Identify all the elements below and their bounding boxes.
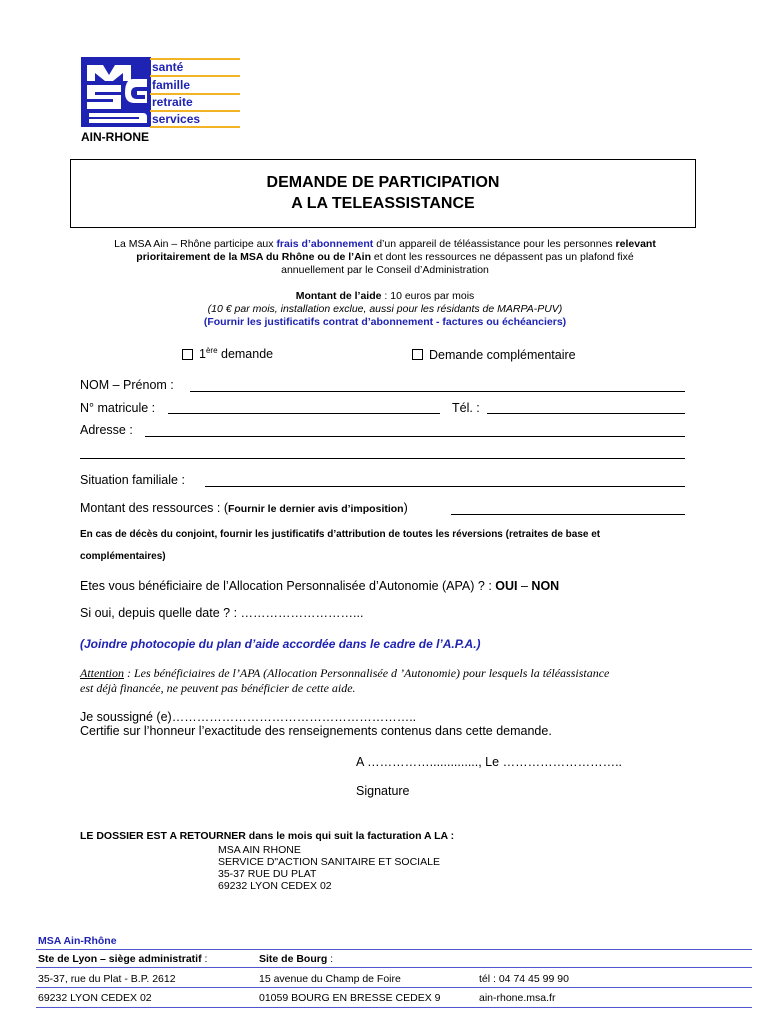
- retour-heading: LE DOSSIER EST A RETOURNER dans le mois qui suit la facturation A LA :: [80, 830, 455, 842]
- apa-question: Etes vous bénéficiaire de l’Allocation Personnalisée d’Autonomie (APA) ? : OUI – NON: [80, 579, 560, 593]
- apa-date: Si oui, depuis quelle date ? : ………………………...: [80, 606, 364, 620]
- ressources-field[interactable]: [451, 514, 685, 515]
- soussigne-line: Je soussigné (e)…………………………………………………..: [80, 710, 417, 724]
- apa-oui: OUI: [495, 579, 518, 593]
- matricule-label: N° matricule :: [80, 401, 156, 415]
- situation-field[interactable]: [205, 486, 685, 487]
- aid-amount: Montant de l’aide : 10 euros par mois: [295, 290, 475, 302]
- footer-phone: tél : 04 74 45 99 90: [479, 973, 569, 985]
- retour-address: MSA AIN RHONE SERVICE D"ACTION SANITAIRE ET SOCIALE 35-37 RUE DU PLAT 69232 LYON CEDEX 02: [218, 844, 440, 892]
- intro-line-3: annuellement par le Conseil d’Administration: [281, 264, 489, 276]
- signature-label: Signature: [356, 784, 410, 798]
- msa-logo-mark: [81, 57, 151, 127]
- title-line-2: A LA TELEASSISTANCE: [291, 195, 475, 212]
- lieu-date-line: A …………….............., Le ………………………..: [356, 755, 623, 769]
- nom-label: NOM – Prénom :: [80, 378, 174, 392]
- nom-field[interactable]: [190, 391, 685, 392]
- title-line-1: DEMANDE DE PARTICIPATION: [266, 174, 500, 191]
- footer-website-link[interactable]: ain-rhone.msa.fr: [479, 992, 556, 1004]
- certifie-line: Certifie sur l’honneur l’exactitude des renseignements contenus dans cette demande.: [80, 724, 552, 738]
- ressources-label: Montant des ressources : (Fournir le dernier avis d’imposition): [80, 501, 408, 515]
- apa-non: NON: [531, 579, 560, 593]
- intro-paragraph: [70, 238, 700, 277]
- footer-org: MSA Ain-Rhône: [38, 935, 117, 947]
- footer-lyon-address-2: 69232 LYON CEDEX 02: [38, 992, 152, 1004]
- footer-divider: [36, 967, 752, 968]
- first-request-label: 1ère demande: [199, 346, 274, 362]
- footer-lyon-address-1: 35-37, rue du Plat - B.P. 2612: [38, 973, 176, 985]
- logo-tag-services: services: [152, 112, 201, 126]
- aid-note: (10 € par mois, installation exclue, aussi pour les résidants de MARPA-PUV): [207, 303, 563, 315]
- logo-tag-famille: famille: [152, 78, 191, 92]
- situation-label: Situation familiale :: [80, 473, 185, 487]
- footer-bourg-address-1: 15 avenue du Champ de Foire: [259, 973, 401, 985]
- logo-tag-retraite: retraite: [152, 95, 193, 109]
- aid-docs: (Fournir les justificatifs contrat d’abonnement - factures ou échéanciers): [203, 316, 567, 328]
- logo-bar: [150, 75, 240, 77]
- intro-line-2: prioritairement de la MSA du Rhône ou de l’Ain et dont les ressources ne dépassent pas un plafond fixé: [136, 251, 634, 263]
- title-box: [70, 159, 696, 228]
- complementary-request-checkbox[interactable]: [412, 349, 423, 360]
- tel-field[interactable]: [487, 413, 685, 414]
- logo-region: AIN-RHONE: [81, 130, 149, 144]
- footer-lyon-heading: Ste de Lyon – siège administratif :: [38, 953, 208, 965]
- logo-tag-sante: santé: [152, 60, 184, 74]
- footer-divider: [36, 1007, 752, 1008]
- adresse-field-line-2[interactable]: [80, 458, 685, 459]
- tel-label: Tél. :: [452, 401, 480, 415]
- aid-block: [70, 290, 700, 329]
- logo-bar: [150, 126, 240, 128]
- complementary-request-label: Demande complémentaire: [429, 348, 576, 362]
- adresse-field[interactable]: [145, 436, 685, 437]
- attention-note: Attention : Les bénéficiaires de l’APA (Allocation Personnalisée d ’Autonomie) pour lesquels la téléassistance est déjà financée, ne peuvent pas bénéficier de cette aide.: [80, 666, 610, 695]
- apa-joindre: (Joindre photocopie du plan d’aide accordée dans le cadre de l’A.P.A.): [80, 637, 481, 651]
- footer-divider: [36, 987, 752, 988]
- intro-highlight: frais d’abonnement: [276, 238, 374, 250]
- matricule-field[interactable]: [168, 413, 440, 414]
- footer-bourg-heading: Site de Bourg :: [259, 953, 334, 965]
- intro-line-1: La MSA Ain – Rhône participe aux frais d’abonnement d’un appareil de téléassistance pour les personnes relevant: [114, 238, 656, 250]
- deces-note: En cas de décès du conjoint, fournir les justificatifs d’attribution de toutes les réversions (retraites de base et complémentaires): [80, 529, 601, 562]
- attention-label: Attention: [80, 666, 124, 680]
- first-request-checkbox[interactable]: [182, 349, 193, 360]
- footer-bourg-address-2: 01059 BOURG EN BRESSE CEDEX 9: [259, 992, 441, 1004]
- adresse-label: Adresse :: [80, 423, 133, 437]
- footer-divider: [36, 949, 752, 950]
